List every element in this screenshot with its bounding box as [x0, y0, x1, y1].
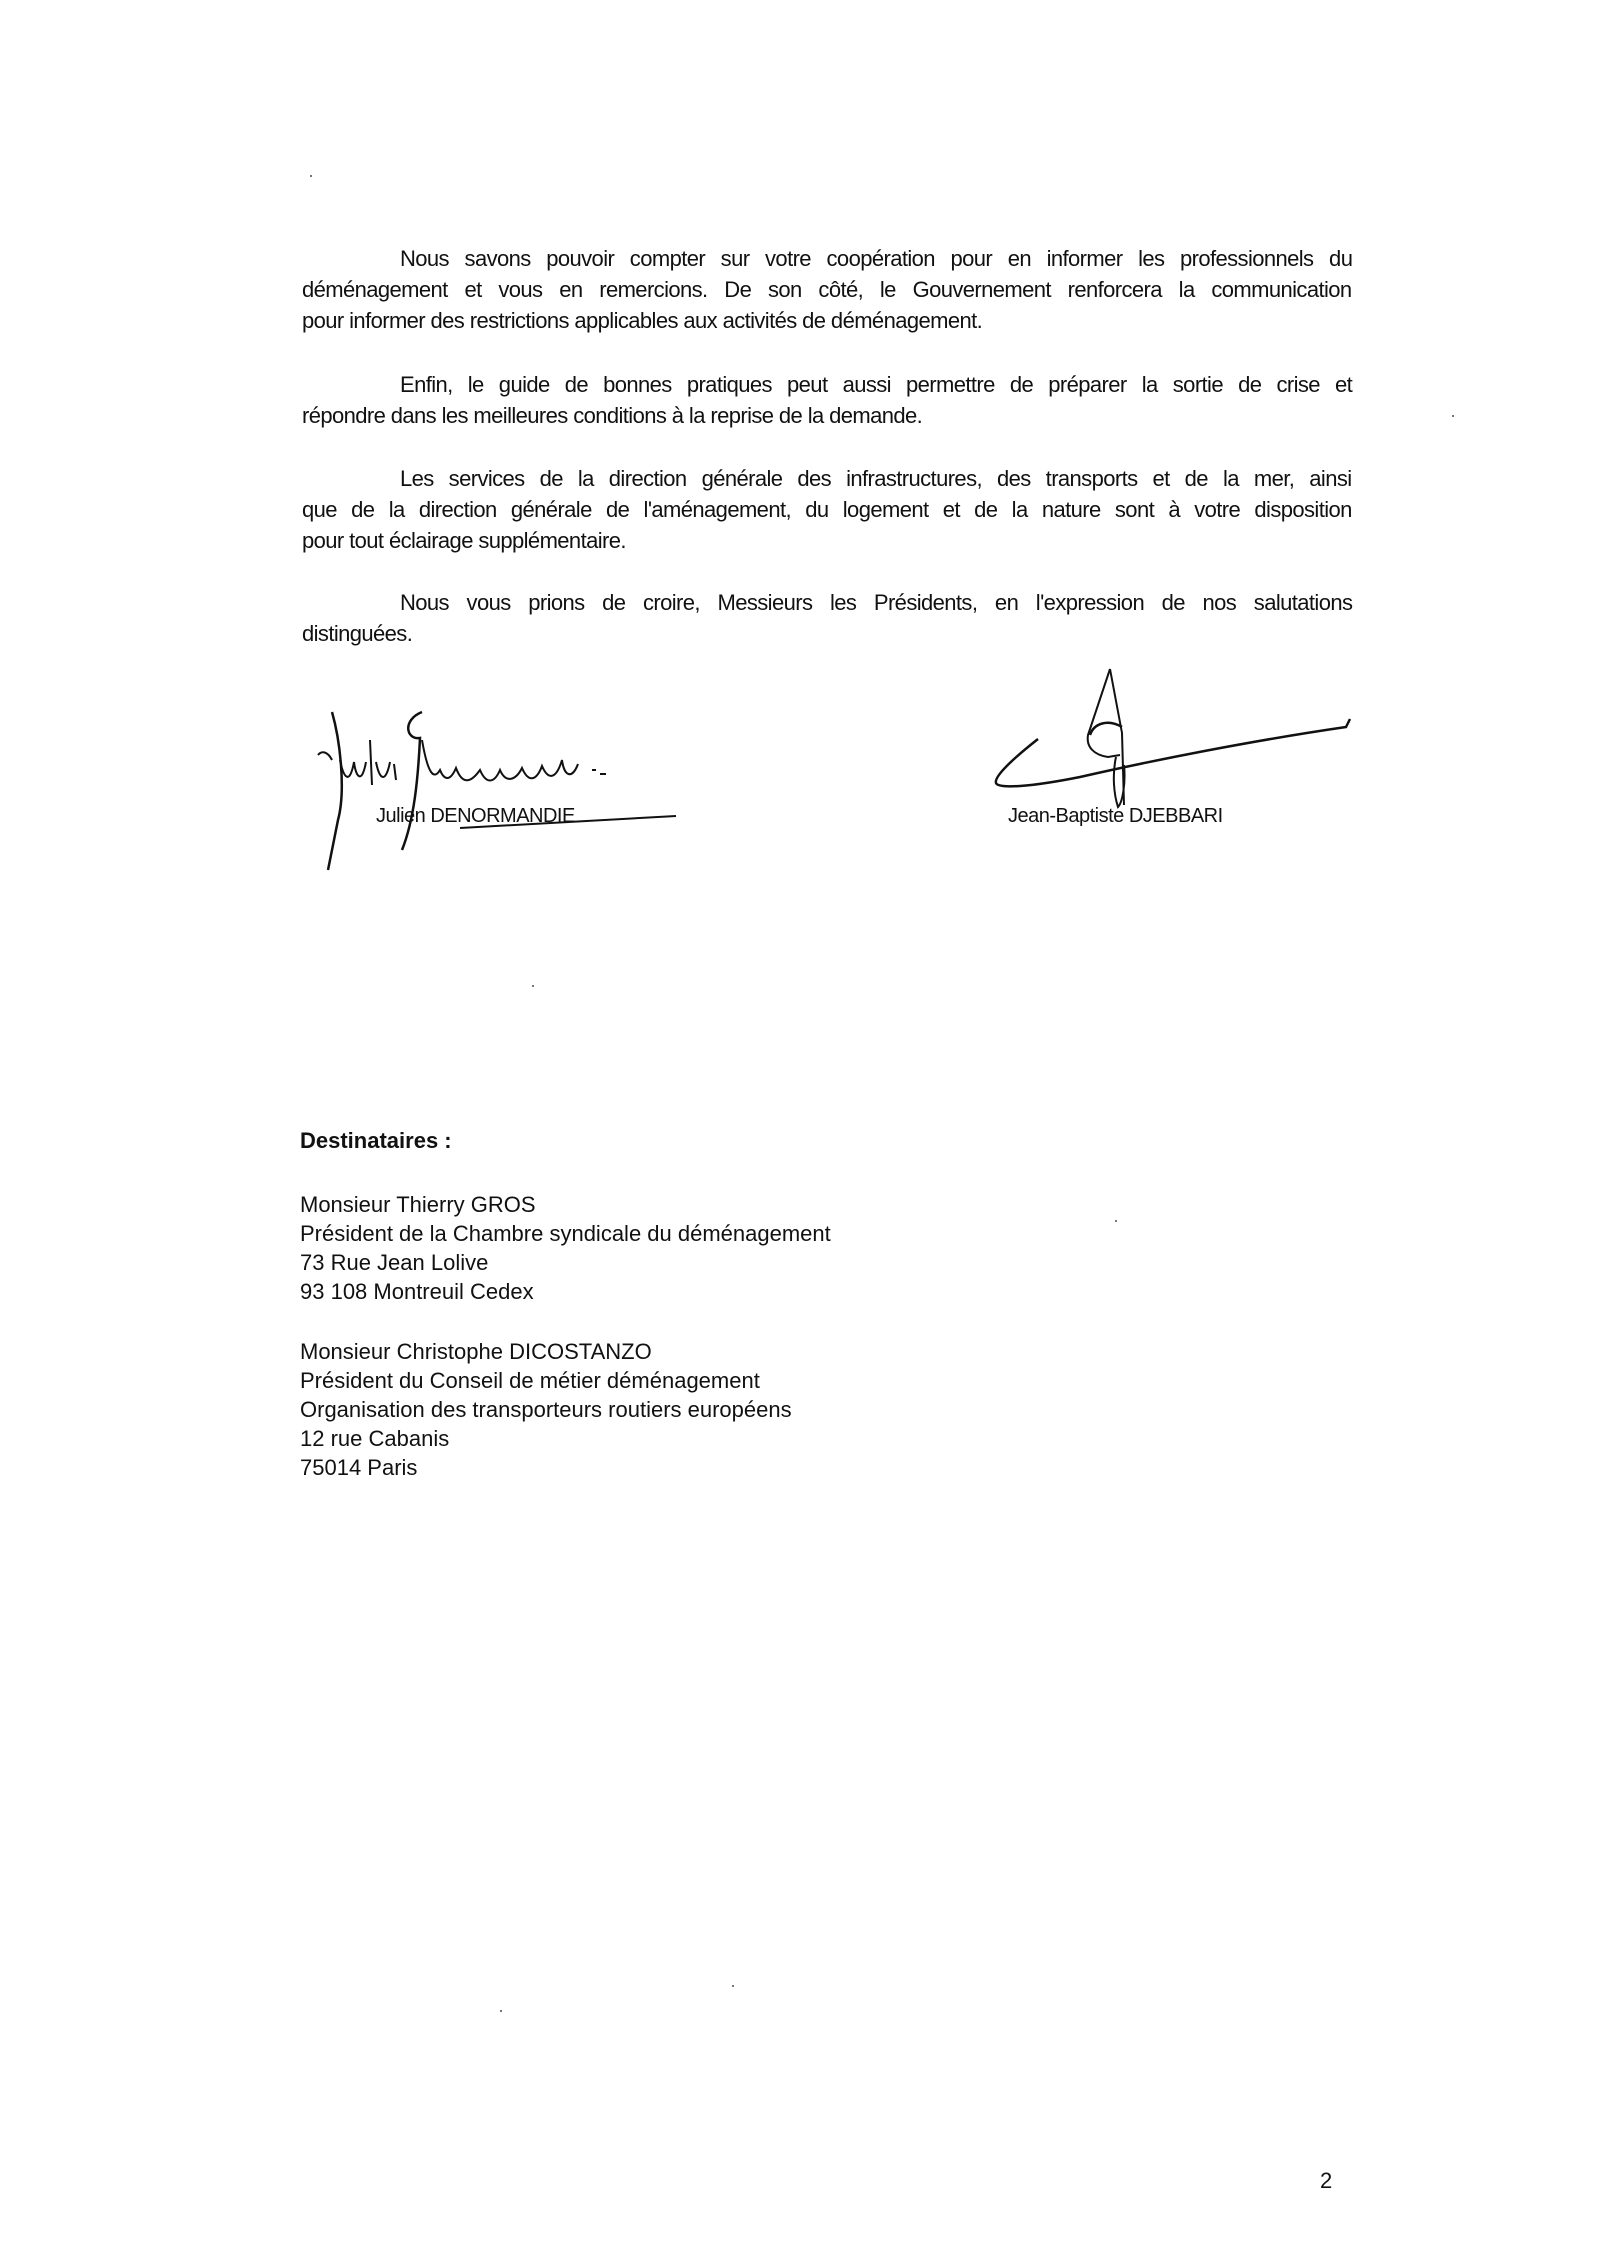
recipient-address [300, 1337, 792, 1482]
paragraph-closing [302, 587, 1352, 649]
address-line: Président de la Chambre syndicale du déménagement [300, 1221, 831, 1246]
text-line: Les services de la direction générale des infrastructures, des transports et de la mer, ainsi [400, 466, 1352, 491]
scan-speck [310, 175, 312, 177]
scan-speck [1452, 415, 1454, 417]
address-line: Monsieur Christophe DICOSTANZO [300, 1339, 652, 1364]
scan-speck [500, 2010, 502, 2012]
scan-speck [532, 985, 534, 987]
recipient-address [300, 1190, 831, 1306]
text-line: distinguées. [302, 621, 413, 646]
text-line: pour tout éclairage supplémentaire. [302, 528, 626, 553]
paragraph-cooperation [302, 243, 1352, 336]
signatory-name: Julien DENORMANDIE [376, 805, 575, 827]
text-line: que de la direction générale de l'aménagement, du logement et de la nature sont à votre disposition [302, 497, 1352, 522]
text-line: déménagement et vous en remercions. De son côté, le Gouvernement renforcera la communication [302, 277, 1352, 302]
paragraph-guide [302, 369, 1352, 431]
address-line: Président du Conseil de métier déménagement [300, 1368, 760, 1393]
signatory-name: Jean-Baptiste DJEBBARI [1008, 805, 1223, 827]
address-line: Organisation des transporteurs routiers européens [300, 1397, 792, 1422]
page-number: 2 [1320, 2168, 1333, 2193]
text-line: répondre dans les meilleures conditions à la reprise de la demande. [302, 403, 923, 428]
address-line: 12 rue Cabanis [300, 1426, 450, 1451]
text-line: Nous vous prions de croire, Messieurs les Présidents, en l'expression de nos salutations [400, 590, 1353, 615]
address-line: 73 Rue Jean Lolive [300, 1250, 489, 1275]
signature-denormandie [310, 700, 710, 875]
scan-speck [732, 1985, 734, 1987]
scan-speck [1115, 1220, 1117, 1222]
address-line: 75014 Paris [300, 1455, 418, 1480]
text-line: Nous savons pouvoir compter sur votre coopération pour en informer les professionnels du [400, 246, 1353, 271]
recipients-heading: Destinataires : [300, 1128, 452, 1153]
text-line: Enfin, le guide de bonnes pratiques peut aussi permettre de préparer la sortie de crise et [400, 372, 1353, 397]
paragraph-services [302, 463, 1352, 556]
address-line: 93 108 Montreuil Cedex [300, 1279, 534, 1304]
signature-djebbari [990, 665, 1360, 825]
text-line: pour informer des restrictions applicables aux activités de déménagement. [302, 308, 983, 333]
address-line: Monsieur Thierry GROS [300, 1192, 536, 1217]
